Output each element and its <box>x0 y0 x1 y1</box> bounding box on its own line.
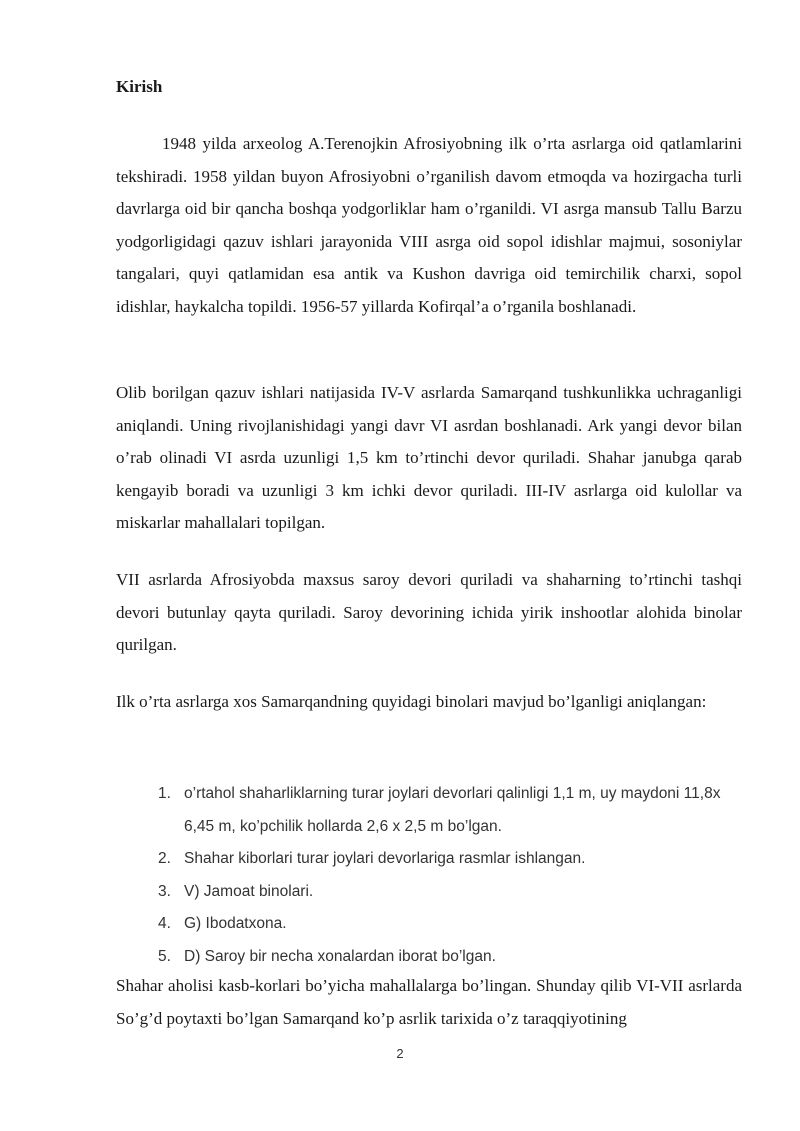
list-item-number: 4. <box>158 915 171 932</box>
list-item-text: G) Ibodatxona. <box>184 915 287 932</box>
document-page <box>116 0 742 1131</box>
list-item-text: D) Saroy bir necha xonalardan iborat bo’lgan. <box>184 947 496 965</box>
list-item <box>158 876 752 909</box>
list-item <box>158 778 752 843</box>
list-item-number: 1. <box>158 785 171 802</box>
numbered-list <box>158 778 752 973</box>
paragraph-3: VII asrlarda Afrosiyobda maxsus saroy devori quriladi va shaharning to’rtinchi tashqi devori butunlay qayta quriladi. Saroy devorining ichida yirik inshootlar alohida binolar qurilgan. <box>116 570 742 654</box>
list-item <box>158 941 752 974</box>
list-item-number: 5. <box>158 947 171 965</box>
list-item <box>158 843 752 876</box>
list-item-number: 2. <box>158 850 171 867</box>
list-item-text: V) Jamoat binolari. <box>184 882 314 900</box>
closing-paragraph: Shahar aholisi kasb-korlari bo’yicha mahallalarga bo’lingan. Shunday qilib VI-VII asrlarda So’g’d poytaxti bo’lgan Samarqand ko’p asrlik tarixida o’z taraqqiyotining <box>116 976 742 1028</box>
list-item <box>158 908 752 941</box>
section-heading: Kirish <box>116 77 163 96</box>
paragraph-1: 1948 yilda arxeolog A.Terenojkin Afrosiyobning ilk o’rta asrlarga oid qatlamlarini tekshiradi. 1958 yildan buyon Afrosiyobni o’rganilish davom etmoqda va hozirgacha turli davrlarga oid bir qancha boshqa yodgorliklar ham o’rganildi. VI asrga mansub Tallu Barzu yodgorligidagi qazuv ishlari jarayonida VIII asrga oid sopol idishlar majmui, sosoniylar tangalari, quyi qatlamidan esa antik va Kushon davriga oid temirchilik charxi, sopol idishlar, haykalcha topildi. 1956-57 yillarda Kofirqal’a o’rganila boshlanadi. <box>116 134 742 316</box>
list-item-text: o’rtahol shaharliklarning turar joylari devorlari qalinligi 1,1 m, uy maydoni 11,8x 6,45 m, ko’pchilik hollarda 2,6 x 2,5 m bo’lgan. <box>184 785 721 835</box>
list-item-text: Shahar kiborlari turar joylari devorlariga rasmlar ishlangan. <box>184 850 586 867</box>
paragraph-2: Olib borilgan qazuv ishlari natijasida IV-V asrlarda Samarqand tushkunlikka uchraganligi aniqlandi. Uning rivojlanishidagi yangi davr VI asrdan boshlanadi. Ark yangi devor bilan o’rab olinadi VI asrda uzunligi 1,5 km to’rtinchi devor quriladi. Shahar janubga qarab kengayib boradi va uzunligi 3 km ichki devor quriladi. III-IV asrlarga oid kulollar va miskarlar mahallalari topilgan. <box>116 383 742 532</box>
paragraph-4: Ilk o’rta asrlarga xos Samarqandning quyidagi binolari mavjud bo’lganligi aniqlangan: <box>116 692 707 711</box>
list-item-number: 3. <box>158 882 171 900</box>
page-number: 2 <box>396 1046 404 1061</box>
